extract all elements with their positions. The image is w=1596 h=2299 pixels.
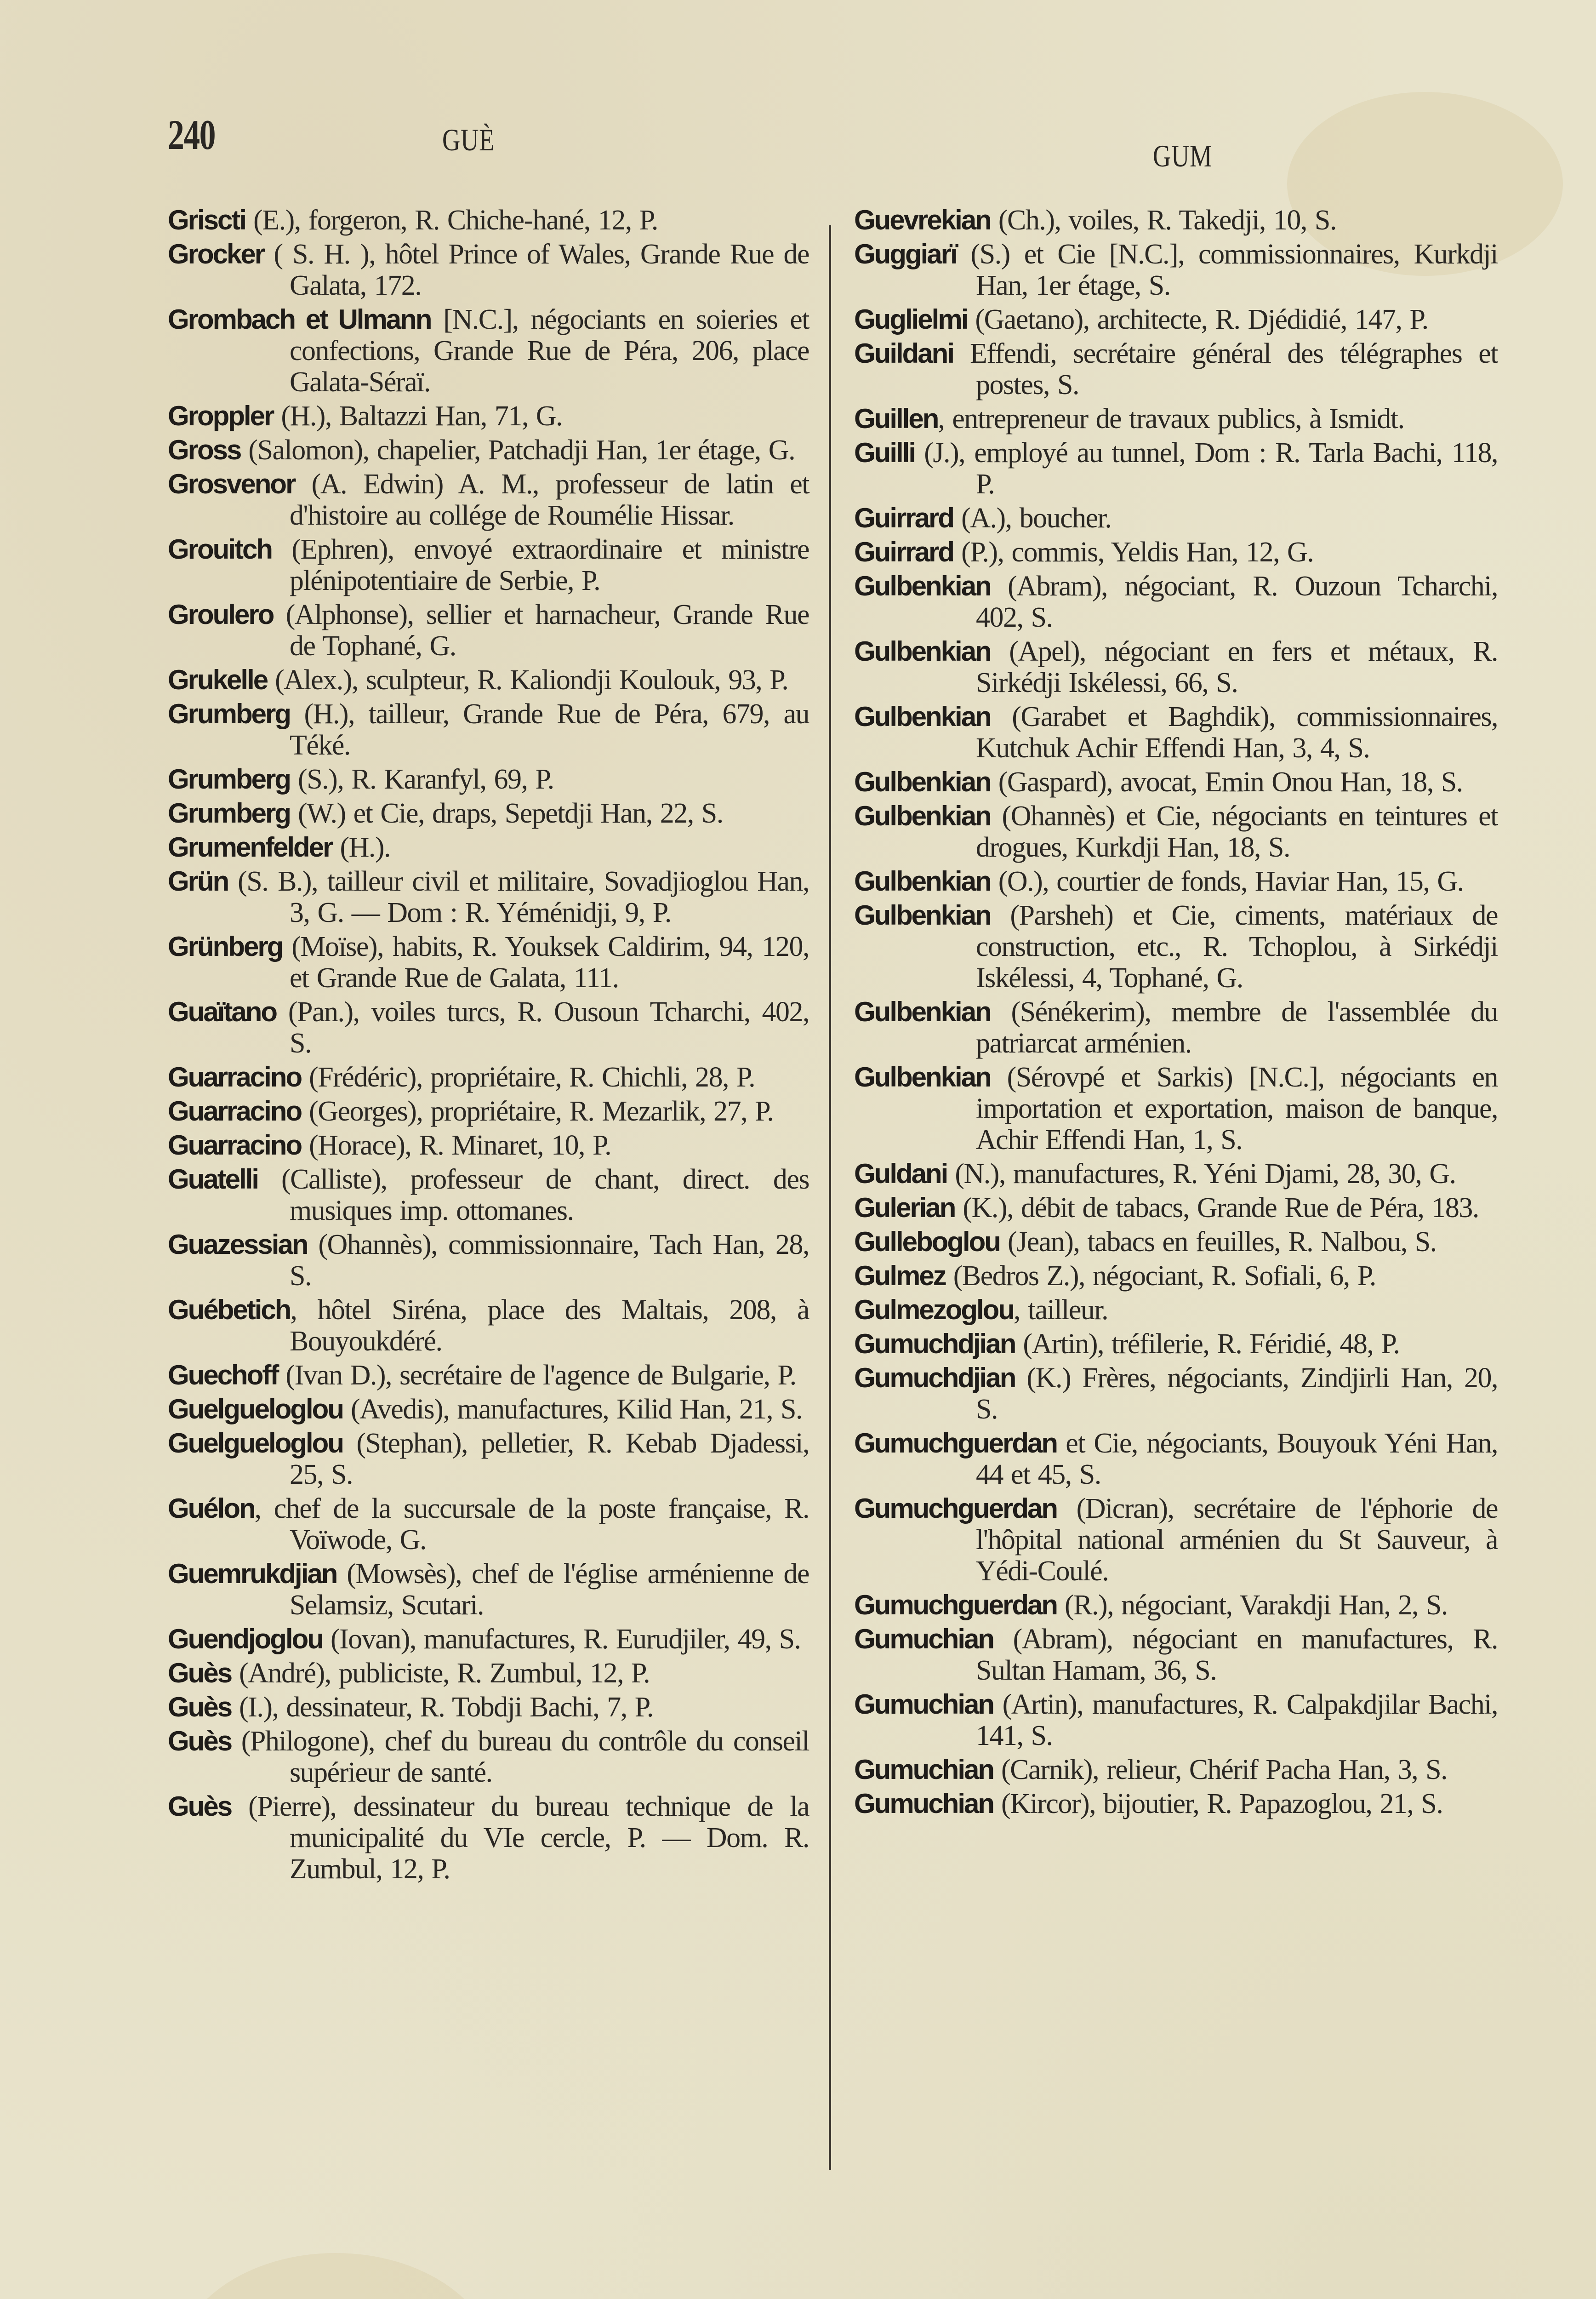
entry-details: (Alex.), sculpteur, R. Kaliondji Koulouk, 93, P. — [267, 664, 788, 696]
entry-details: (Sérovpé et Sarkis) [N.C.], négociants en importation et exportation, maison de banque, Achir Effendi Han, 1, S. — [976, 1062, 1498, 1155]
entry-surname: Gulmezoglou — [854, 1294, 1014, 1325]
entry-surname: Gross — [168, 435, 241, 465]
directory-entry — [854, 1362, 1498, 1425]
entry-surname: Grumberg — [168, 764, 291, 795]
directory-entry — [854, 900, 1498, 994]
entry-surname: Gumuchguerdan — [854, 1493, 1057, 1524]
entry-details: (Ivan D.), secrétaire de l'agence de Bulgarie, P. — [278, 1360, 796, 1391]
entry-surname: Guaïtano — [168, 996, 277, 1027]
entry-details: (Calliste), professeur de chant, direct. des musiques imp. ottomanes. — [258, 1164, 809, 1226]
entry-surname: Grumenfelder — [168, 832, 332, 863]
running-head-right: GUM — [1153, 138, 1213, 173]
directory-entry — [854, 1328, 1498, 1360]
entry-surname: Guatelli — [168, 1164, 258, 1195]
directory-entry — [168, 1164, 809, 1226]
entry-surname: Grombach et Ulmann — [168, 304, 431, 335]
entry-details: (Pierre), dessinateur du bureau technique de la municipalité du VIe cercle, P. — Dom. R. Zumbul, 12, P. — [231, 1791, 809, 1885]
directory-entry — [854, 1590, 1498, 1621]
entry-surname: Guès — [168, 1791, 232, 1822]
entry-details: (Parsheh) et Cie, ciments, matériaux de construction, etc., R. Tchoplou, à Sirkédji Iskélessi, 4, Tophané, G. — [976, 900, 1498, 994]
entry-surname: Guébetich — [168, 1294, 291, 1325]
entry-details: (Carnik), relieur, Chérif Pacha Han, 3, S. — [993, 1754, 1448, 1785]
entry-surname: Guarracino — [168, 1096, 302, 1127]
entry-details: (Ephren), envoyé extraordinaire et ministre plénipotentiaire de Serbie, P. — [272, 534, 809, 596]
directory-entry — [854, 503, 1498, 534]
entry-details: (Pan.), voiles turcs, R. Ousoun Tcharchi, 402, S. — [276, 996, 809, 1059]
entry-surname: Guilli — [854, 437, 915, 468]
entry-surname: Gulbenkian — [854, 766, 991, 797]
entry-details: (Abram), négociant en manufactures, R. Sultan Hamam, 36, S. — [976, 1624, 1498, 1686]
directory-entry — [854, 403, 1498, 435]
directory-entry — [854, 1754, 1498, 1785]
entry-details: (H.), Baltazzi Han, 71, G. — [273, 400, 563, 432]
entry-details: (Ohannès), commissionnaire, Tach Han, 28, S. — [290, 1229, 809, 1292]
directory-entry — [854, 1788, 1498, 1819]
entry-surname: Gumuchian — [854, 1689, 994, 1720]
directory-entry — [854, 1226, 1498, 1258]
entry-surname: Guirrard — [854, 537, 954, 567]
directory-entry — [168, 1658, 809, 1689]
directory-entry — [168, 304, 809, 398]
entry-surname: Grocker — [168, 239, 264, 269]
entry-surname: Grumberg — [168, 798, 291, 829]
entry-surname: Guelgueloglou — [168, 1428, 343, 1458]
entry-details: (Avedis), manufactures, Kilid Han, 21, S. — [342, 1394, 802, 1425]
directory-entry — [168, 1692, 809, 1723]
entry-surname: Gulbenkian — [854, 900, 991, 931]
directory-entry — [168, 400, 809, 432]
entry-surname: Guillen — [854, 403, 938, 434]
directory-entry — [854, 1689, 1498, 1751]
directory-entry — [168, 698, 809, 761]
directory-entry — [854, 437, 1498, 500]
entry-details: (A. Edwin) A. M., professeur de latin et d'histoire au collége de Roumélie Hissar. — [290, 469, 809, 531]
entry-surname: Gulbenkian — [854, 701, 991, 732]
entry-surname: Guirrard — [854, 503, 954, 533]
directory-entry — [168, 1428, 809, 1490]
entry-surname: Grün — [168, 866, 228, 897]
entry-surname: Guevrekian — [854, 205, 991, 235]
entry-surname: Gulbenkian — [854, 636, 991, 667]
entry-details: (Artin), tréfilerie, R. Féridié, 48, P. — [1015, 1328, 1400, 1360]
directory-entry — [168, 1791, 809, 1885]
entry-details: et Cie, négociants, Bouyouk Yéni Han, 44 et 45, S. — [976, 1428, 1498, 1490]
entry-details: (Jean), tabacs en feuilles, R. Nalbou, S. — [999, 1226, 1436, 1258]
directory-entry — [168, 1726, 809, 1788]
entry-details: , tailleur. — [1013, 1294, 1108, 1326]
directory-entry — [854, 1158, 1498, 1190]
entry-details: (Stephan), pelletier, R. Kebab Djadessi, 25, S. — [290, 1428, 809, 1490]
entry-surname: Guendjoglou — [168, 1624, 323, 1654]
entry-surname: Gulbenkian — [854, 571, 991, 601]
directory-entry — [168, 931, 809, 994]
running-head-left: GUÈ — [442, 122, 495, 157]
entry-details: (Frédéric), propriétaire, R. Chichli, 28, P. — [301, 1062, 755, 1093]
right-column — [854, 205, 1498, 1822]
directory-entry — [854, 1493, 1498, 1587]
entry-details: (Alphonse), sellier et harnacheur, Grande Rue de Tophané, G. — [273, 599, 809, 662]
entry-details: (Horace), R. Minaret, 10, P. — [301, 1130, 611, 1161]
directory-entry — [168, 599, 809, 662]
entry-surname: Guès — [168, 1658, 232, 1688]
entry-surname: Gulleboglou — [854, 1226, 1000, 1257]
entry-surname: Gumuchdjian — [854, 1328, 1015, 1359]
entry-surname: Guès — [168, 1726, 232, 1756]
entry-details: [N.C.], négociants en soieries et confections, Grande Rue de Péra, 206, place Galata-Séraï. — [290, 304, 809, 398]
directory-entry — [854, 1294, 1498, 1326]
entry-details: (Dicran), secrétaire de l'éphorie de l'hôpital national arménien du St Sauveur, à Yédi-Coulé. — [976, 1493, 1498, 1587]
entry-details: (O.), courtier de fonds, Haviar Han, 15, G. — [990, 866, 1464, 897]
directory-entry — [168, 996, 809, 1059]
directory-entry — [168, 1493, 809, 1556]
entry-surname: Groulero — [168, 599, 274, 630]
entry-details: (Kircor), bijoutier, R. Papazoglou, 21, S. — [993, 1788, 1443, 1819]
entry-details: (Ohannès) et Cie, négociants en teintures et drogues, Kurkdji Han, 18, S. — [976, 801, 1498, 863]
directory-entry — [854, 996, 1498, 1059]
entry-surname: Guemrukdjian — [168, 1558, 337, 1589]
entry-details: (K.), débit de tabacs, Grande Rue de Péra, 183. — [955, 1192, 1479, 1224]
directory-entry — [854, 304, 1498, 335]
entry-details: (K.) Frères, négociants, Zindjirli Han, 20, S. — [976, 1362, 1498, 1425]
directory-entry — [168, 1394, 809, 1425]
entry-details: (Sénékerim), membre de l'assemblée du patriarcat arménien. — [976, 996, 1498, 1059]
entry-surname: Guldani — [854, 1158, 947, 1189]
directory-entry — [854, 801, 1498, 863]
directory-entry — [168, 664, 809, 696]
directory-entry — [168, 1130, 809, 1161]
entry-details: (Iovan), manufactures, R. Eurudjiler, 49, S. — [322, 1624, 801, 1655]
entry-surname: Guechoff — [168, 1360, 278, 1390]
directory-entry — [168, 866, 809, 928]
entry-surname: Grouitch — [168, 534, 272, 565]
entry-details: (H.), tailleur, Grande Rue de Péra, 679, au Téké. — [290, 698, 809, 761]
entry-details: (Georges), propriétaire, R. Mezarlik, 27, P. — [301, 1096, 774, 1127]
directory-entry — [854, 866, 1498, 897]
entry-details: (W.) et Cie, draps, Sepetdji Han, 22, S. — [290, 798, 723, 829]
page-number: 240 — [168, 111, 215, 158]
directory-entry — [168, 435, 809, 466]
entry-details: (Salomon), chapelier, Patchadji Han, 1er étage, G. — [240, 435, 795, 466]
entry-details: (Ch.), voiles, R. Takedji, 10, S. — [990, 205, 1336, 236]
directory-entry — [168, 469, 809, 531]
entry-details: (Gaetano), architecte, R. Djédidié, 147, P. — [967, 304, 1428, 335]
directory-entry — [168, 1294, 809, 1357]
entry-details: (Artin), manufactures, R. Calpakdjilar Bachi, 141, S. — [976, 1689, 1498, 1751]
entry-details: (R.), négociant, Varakdji Han, 2, S. — [1057, 1590, 1448, 1621]
directory-entry — [854, 338, 1498, 400]
entry-surname: Guélon — [168, 1493, 255, 1524]
directory-entry — [854, 537, 1498, 568]
directory-entry — [854, 1428, 1498, 1490]
entry-surname: Guggiarï — [854, 239, 957, 269]
entry-details: (S.) et Cie [N.C.], commissionnaires, Kurkdji Han, 1er étage, S. — [956, 239, 1498, 301]
entry-details: (Philogone), chef du bureau du contrôle du conseil supérieur de santé. — [231, 1726, 809, 1788]
directory-entry — [854, 205, 1498, 236]
entry-details: (E.), forgeron, R. Chiche-hané, 12, P. — [245, 205, 658, 236]
directory-entry — [854, 766, 1498, 798]
entry-surname: Groppler — [168, 400, 274, 431]
directory-entry — [854, 1260, 1498, 1292]
entry-surname: Gumuchdjian — [854, 1362, 1015, 1393]
entry-surname: Gumuchian — [854, 1624, 994, 1654]
directory-entry — [168, 1360, 809, 1391]
entry-surname: Griscti — [168, 205, 246, 235]
entry-details: , chef de la succursale de la poste française, R. Voïwode, G. — [254, 1493, 809, 1556]
left-column — [168, 205, 809, 1887]
directory-entry — [168, 764, 809, 795]
directory-entry — [168, 1096, 809, 1127]
entry-details: (Gaspard), avocat, Emin Onou Han, 18, S. — [990, 766, 1463, 798]
directory-entry — [168, 1229, 809, 1292]
column-divider — [829, 225, 831, 2170]
entry-surname: Gulbenkian — [854, 801, 991, 831]
entry-surname: Gumuchguerdan — [854, 1428, 1057, 1458]
entry-details: (Bedros Z.), négociant, R. Sofiali, 6, P. — [945, 1260, 1376, 1292]
entry-surname: Gulerian — [854, 1192, 955, 1223]
entry-surname: Gulmez — [854, 1260, 946, 1291]
entry-surname: Gumuchguerdan — [854, 1590, 1057, 1620]
entry-details: (S.), R. Karanfyl, 69, P. — [290, 764, 554, 795]
directory-entry — [168, 1062, 809, 1093]
directory-entry — [854, 701, 1498, 764]
entry-details: (Moïse), habits, R. Youksek Caldirim, 94, 120, et Grande Rue de Galata, 111. — [282, 931, 809, 994]
directory-entry — [168, 239, 809, 301]
entry-details: (H.). — [332, 832, 391, 863]
entry-surname: Guazessian — [168, 1229, 308, 1260]
entry-surname: Grosvenor — [168, 469, 295, 499]
paper-stain — [175, 2253, 496, 2299]
entry-details: (A.), boucher. — [953, 503, 1112, 534]
entry-details: (André), publiciste, R. Zumbul, 12, P. — [231, 1658, 650, 1689]
entry-surname: Guelgueloglou — [168, 1394, 343, 1424]
entry-details: (Garabet et Baghdik), commissionnaires, Kutchuk Achir Effendi Han, 3, 4, S. — [976, 701, 1498, 764]
entry-surname: Guildani — [854, 338, 953, 369]
entry-details: ( S. H. ), hôtel Prince of Wales, Grande Rue de Galata, 172. — [264, 239, 809, 301]
directory-entry — [854, 1192, 1498, 1224]
entry-details: , hôtel Siréna, place des Maltais, 208, à Bouyoukdéré. — [290, 1294, 809, 1357]
entry-details: (Apel), négociant en fers et métaux, R. Sirkédji Iskélessi, 66, S. — [976, 636, 1498, 698]
entry-surname: Gumuchian — [854, 1788, 994, 1819]
directory-entry — [854, 239, 1498, 301]
entry-surname: Gulbenkian — [854, 996, 991, 1027]
directory-entry — [854, 1062, 1498, 1155]
directory-entry — [168, 534, 809, 596]
directory-entry — [854, 1624, 1498, 1686]
entry-surname: Guès — [168, 1692, 232, 1722]
entry-surname: Grukelle — [168, 664, 268, 695]
directory-entry — [168, 205, 809, 236]
entry-details: (Abram), négociant, R. Ouzoun Tcharchi, 402, S. — [976, 571, 1498, 633]
directory-entry — [854, 571, 1498, 633]
entry-details: (J.), employé au tunnel, Dom : R. Tarla Bachi, 118, P. — [915, 437, 1498, 500]
entry-details: (N.), manufactures, R. Yéni Djami, 28, 30, G. — [947, 1158, 1456, 1190]
directory-entry — [854, 636, 1498, 698]
directory-entry — [168, 798, 809, 829]
entry-surname: Guglielmi — [854, 304, 968, 335]
entry-details: (S. B.), tailleur civil et militaire, Sovadjioglou Han, 3, G. — Dom : R. Yéménidji, 9, P. — [228, 866, 809, 928]
directory-entry — [168, 832, 809, 863]
entry-surname: Guarracino — [168, 1130, 302, 1161]
entry-surname: Gulbenkian — [854, 1062, 991, 1092]
entry-details: Effendi, secrétaire général des télégraphes et postes, S. — [953, 338, 1498, 400]
entry-surname: Grünberg — [168, 931, 283, 962]
entry-details: (Mowsès), chef de l'église arménienne de Selamsiz, Scutari. — [290, 1558, 809, 1621]
entry-details: (I.), dessinateur, R. Tobdji Bachi, 7, P. — [231, 1692, 653, 1723]
entry-details: (P.), commis, Yeldis Han, 12, G. — [953, 537, 1314, 568]
entry-surname: Grumberg — [168, 698, 291, 729]
entry-surname: Gulbenkian — [854, 866, 991, 897]
entry-surname: Gumuchian — [854, 1754, 994, 1785]
entry-details: , entrepreneur de travaux publics, à Ismidt. — [938, 403, 1404, 435]
entry-surname: Guarracino — [168, 1062, 302, 1092]
directory-entry — [168, 1624, 809, 1655]
directory-entry — [168, 1558, 809, 1621]
